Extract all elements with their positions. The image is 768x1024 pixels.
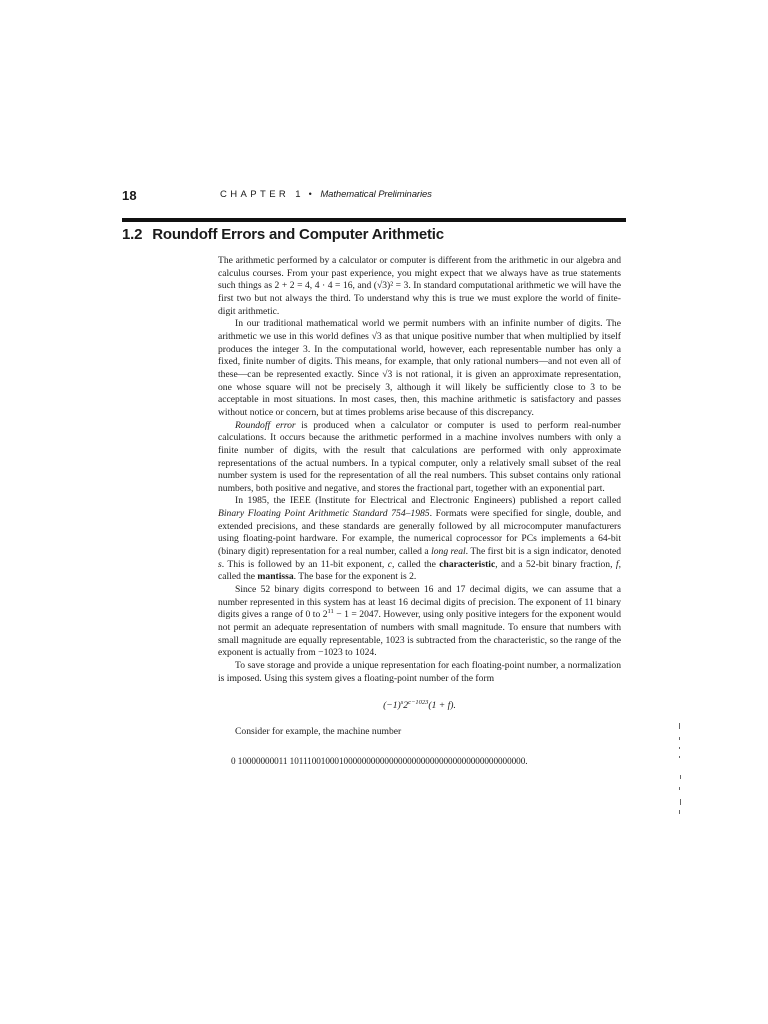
- section-heading: [122, 226, 444, 243]
- page-number: 18: [122, 188, 137, 203]
- body-text: [218, 255, 621, 767]
- paragraph-2: In our traditional mathematical world we permit numbers with an infinite number of digits. The arithmetic we use in this world defines √3 as that unique positive number that when multiplied by itself produces the integer 3. In the computational world, however, each representable number has only a fixed, finite number of digits. This means, for example, that only rational numbers—and not even all of these—can be represented exactly. Since √3 is not rational, it is given an approximate representation, one whose square will not be precisely 3, although it will likely be sufficiently close to 3 to be acceptable in most situations. In most cases, then, this machine arithmetic is satisfactory and passes without notice or concern, but at times problems arise because of this discrepancy.: [218, 318, 621, 418]
- paragraph-4: In 1985, the IEEE (Institute for Electrical and Electronic Engineers) published a report called Binary Floating Point Arithmetic Standard 754–1985. Formats were specified for single, double, and extended precisions, and these standards are generally followed by all microcomputer manufacturers using floating-point hardware. For example, the numerical coprocessor for PCs implements a 64-bit (binary digit) representation for a real number, called a long real. The first bit is a sign indicator, denoted s. This is followed by an 11-bit exponent, c, called the characteristic, and a 52-bit binary fraction, f, called the mantissa. The base for the exponent is 2.: [218, 495, 621, 583]
- running-head: [220, 189, 432, 200]
- ieee-standard-title: Binary Floating Point Arithmetic Standard 754–1985: [218, 508, 430, 520]
- roundoff-error-term: Roundoff error: [235, 419, 296, 431]
- mantissa-term: mantissa: [257, 571, 294, 583]
- chapter-title: Mathematical Preliminaries: [320, 189, 432, 200]
- header-bullet: •: [308, 189, 312, 199]
- machine-number: 0 10000000011 1011100100010000000000000000000000000000000000000000.: [231, 755, 528, 766]
- characteristic-term: characteristic: [439, 558, 496, 570]
- long-real-term: long real: [431, 546, 466, 558]
- section-number: 1.2: [122, 226, 143, 243]
- floating-point-equation: $(-1)^s2^{c-1023}(1 + f)$.: [383, 699, 456, 712]
- consider-line: Consider for example, the machine number: [235, 725, 402, 737]
- margin-scan-marks: [679, 723, 683, 815]
- paragraph-1: The arithmetic performed by a calculator or computer is different from the arithmetic in our algebra and calculus courses. From your past experience, you might expect that we always have as true statements such things as 2 + 2 = 4, 4 · 4 = 16, and (√3)² = 3. In standard computational arithmetic we will have the first two but not always the third. To understand why this is true we must explore the world of finite-digit arithmetic.: [218, 255, 621, 317]
- section-title: Roundoff Errors and Computer Arithmetic: [152, 226, 444, 243]
- paragraph-5: Since 52 binary digits correspond to between 16 and 17 decimal digits, we can assume that a number represented in this system has at least 16 decimal digits of precision. The exponent of 11 binary digits gives a range of 0 to $2^{11} - 1 = 2047$. However, using only positive integers for the exponent would not permit an adequate representation of numbers with small magnitude. To ensure that numbers with small magnitude are equally representable, 1023 is subtracted from the characteristic, so the range of the exponent is actually from −1023 to 1024.: [218, 584, 621, 659]
- header-rule: [122, 218, 626, 222]
- chapter-label: CHAPTER 1: [220, 189, 304, 200]
- paragraph-3: Roundoff error is produced when a calculator or computer is used to perform real-number calculations. It occurs because the arithmetic performed in a machine involves numbers with only a finite number of digits, with the result that calculations are performed with only approximate representations of the actual numbers. In a typical computer, only a relatively small subset of the real number system is used for the representation of all the real numbers. This subset contains only rational numbers, both positive and negative, and stores the fractional part, together with an exponential part.: [218, 419, 621, 494]
- paragraph-6: To save storage and provide a unique representation for each floating-point number, a normalization is imposed. Using this system gives a floating-point number of the form: [218, 660, 621, 684]
